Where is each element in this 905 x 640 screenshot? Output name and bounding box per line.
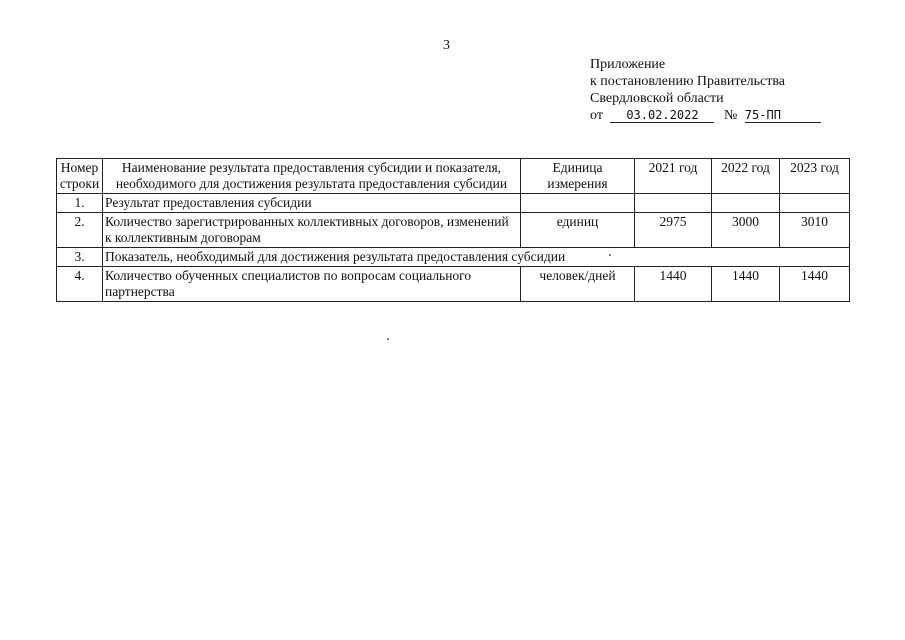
table-row [57, 248, 850, 267]
resolution-number: 75-ПП [745, 108, 821, 123]
row-2022: 1440 [712, 267, 780, 302]
row-number: 4. [57, 267, 103, 302]
from-label: от [590, 108, 603, 123]
table-header-row [57, 159, 850, 194]
row-2023: 1440 [780, 267, 850, 302]
row-2021: 1440 [635, 267, 712, 302]
table-row [57, 194, 850, 213]
row-number: 3. [57, 248, 103, 267]
row-2023 [780, 194, 850, 213]
row-name: Показатель, необходимый для достижения результата предоставления субсидии [103, 248, 850, 267]
table-row [57, 267, 850, 302]
row-2023: 3010 [780, 213, 850, 248]
table-row [57, 213, 850, 248]
appendix-region-line: Свердловской области [590, 91, 724, 106]
appendix-header [590, 56, 821, 124]
row-2021: 2975 [635, 213, 712, 248]
row-number: 2. [57, 213, 103, 248]
appendix-resolution-line: к постановлению Правительства [590, 74, 786, 89]
row-unit: человек/дней [521, 267, 635, 302]
row-unit: единиц [521, 213, 635, 248]
row-name: Количество зарегистрированных коллективных договоров, изменений к коллективным договорам [103, 213, 521, 248]
row-2022: 3000 [712, 213, 780, 248]
results-table [56, 158, 850, 302]
row-2022 [712, 194, 780, 213]
header-unit: Единица измерения [521, 159, 635, 194]
scan-speck [609, 254, 611, 256]
row-name: Количество обученных специалистов по вопросам социального партнерства [103, 267, 521, 302]
appendix-date-line [590, 107, 821, 124]
row-unit [521, 194, 635, 213]
row-name: Результат предоставления субсидии [103, 194, 521, 213]
header-name: Наименование результата предоставления субсидии и показателя, необходимого для достижения результата предоставления субсидии [103, 159, 521, 194]
header-2022: 2022 год [712, 159, 780, 194]
row-2021 [635, 194, 712, 213]
header-row-number: Номер строки [57, 159, 103, 194]
resolution-date: 03.02.2022 [610, 108, 714, 123]
row-number: 1. [57, 194, 103, 213]
header-2023: 2023 год [780, 159, 850, 194]
header-2021: 2021 год [635, 159, 712, 194]
appendix-title: Приложение [590, 57, 666, 72]
scan-speck [387, 338, 389, 340]
page-number: 3 [443, 38, 450, 53]
number-label: № [723, 108, 738, 123]
